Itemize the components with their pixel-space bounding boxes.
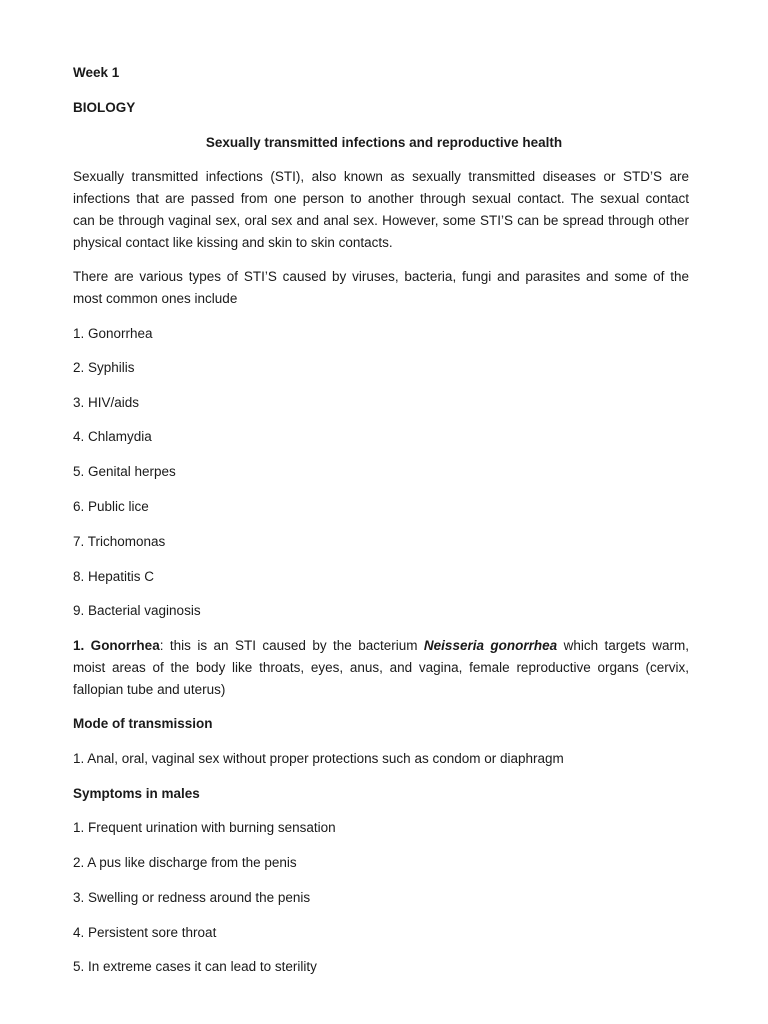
list-item: 3. HIV/aids xyxy=(73,395,140,410)
gonorrhea-text: : this is an STI caused by the bacterium xyxy=(159,638,424,653)
list-item: 6. Public lice xyxy=(73,499,149,514)
list-item: 2. Syphilis xyxy=(73,360,135,375)
list-item: 1. Gonorrhea xyxy=(73,326,153,341)
gonorrhea-definition-line: moist areas of the body like throats, eyes, anus, and vagina, female reproductive organs (cervix, xyxy=(73,660,689,675)
list-item: 4. Persistent sore throat xyxy=(73,925,217,940)
intro-line: can be through vaginal sex, oral sex and anal sex. However, some STI’S can be spread through other xyxy=(73,213,689,228)
list-item: 1. Anal, oral, vaginal sex without proper protections such as condom or diaphragm xyxy=(73,751,564,766)
list-item: 5. Genital herpes xyxy=(73,464,176,479)
section-heading-transmission: Mode of transmission xyxy=(73,716,213,731)
bacterium-name: Neisseria gonorrhea xyxy=(423,638,558,653)
list-item: 2. A pus like discharge from the penis xyxy=(73,855,297,870)
list-item: 1. Frequent urination with burning sensation xyxy=(73,820,336,835)
week-label: Week 1 xyxy=(73,65,120,80)
intro-line: infections that are passed from one person to another through sexual contact. The sexual contact xyxy=(73,191,689,206)
list-item: 5. In extreme cases it can lead to sterility xyxy=(73,959,317,974)
intro-line: Sexually transmitted infections (STI), also known as sexually transmitted diseases or STD’S are xyxy=(73,169,689,184)
list-item: 3. Swelling or redness around the penis xyxy=(73,890,311,905)
intro-line: physical contact like kissing and skin to skin contacts. xyxy=(73,235,393,250)
gonorrhea-term: 1. Gonorrhea xyxy=(73,638,160,653)
section-heading-symptoms-males: Symptoms in males xyxy=(73,786,200,801)
list-item: 7. Trichomonas xyxy=(73,534,166,549)
types-intro-line: There are various types of STI’S caused by viruses, bacteria, fungi and parasites and some of the xyxy=(73,269,689,284)
subject-label: BIOLOGY xyxy=(73,100,136,115)
types-intro-line: most common ones include xyxy=(73,291,238,306)
gonorrhea-definition-line: fallopian tube and uterus) xyxy=(73,682,226,697)
list-item: 4. Chlamydia xyxy=(73,429,152,444)
list-item: 8. Hepatitis C xyxy=(73,569,155,584)
gonorrhea-definition-line xyxy=(73,637,689,655)
gonorrhea-text: which targets warm, xyxy=(557,638,689,653)
page-title: Sexually transmitted infections and reproductive health xyxy=(205,135,563,150)
list-item: 9. Bacterial vaginosis xyxy=(73,603,201,618)
